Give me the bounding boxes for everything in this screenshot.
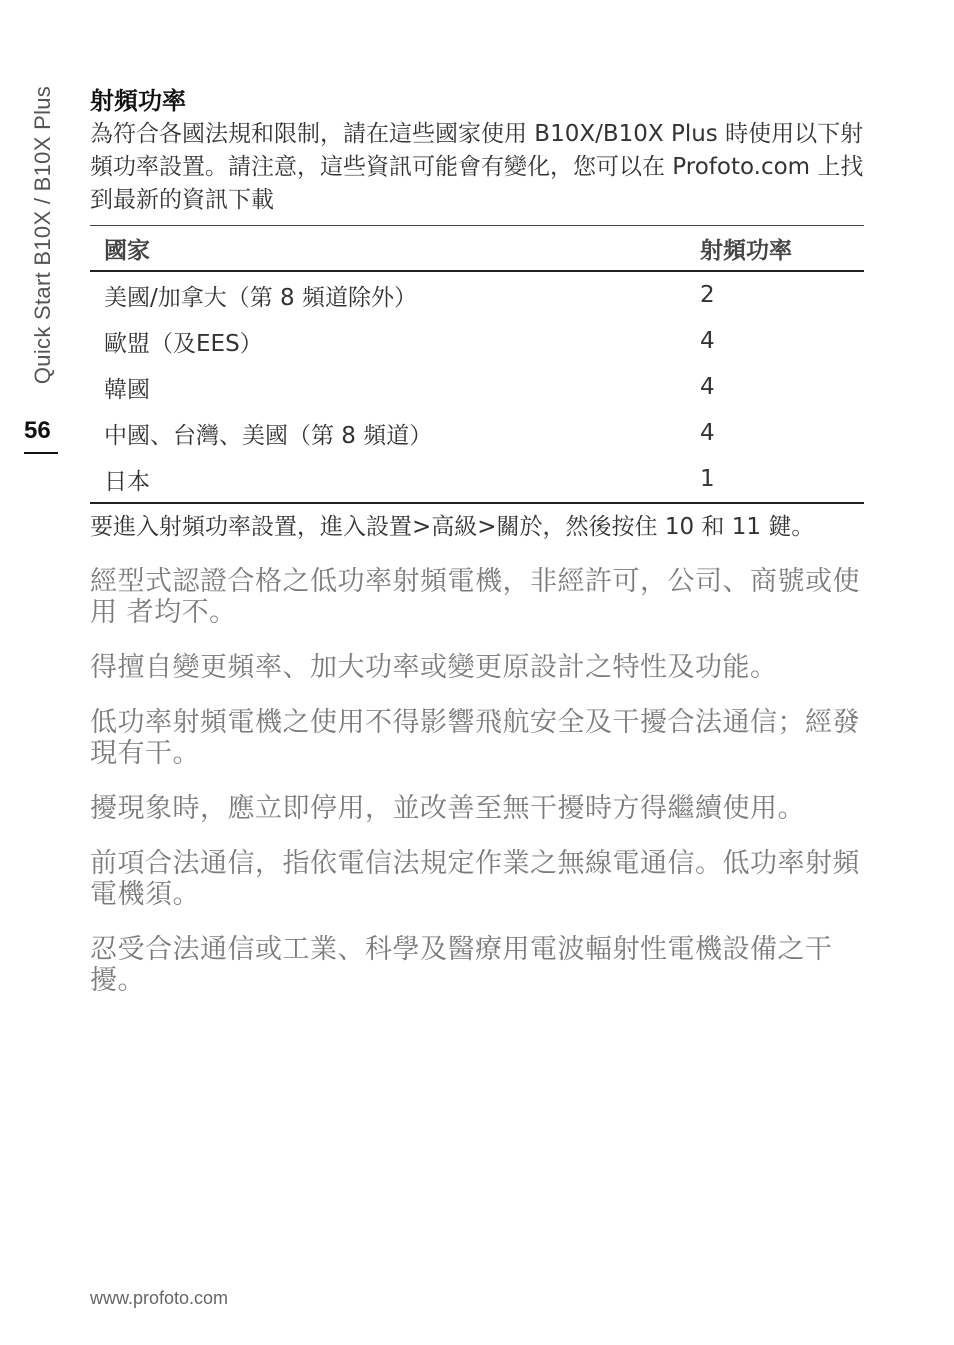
power-cell: 1 [700,456,864,503]
country-cell: 歐盟（及EES） [104,330,263,357]
footer-url: www.profoto.com [90,1288,229,1308]
table-row [90,364,864,410]
main-content [90,84,864,1020]
country-cell: 韓國 [104,376,150,403]
table-row [90,318,864,364]
page-number: 56 [24,417,51,444]
table-row [90,410,864,456]
table-header-row [90,226,864,272]
country-cell: 中國、台灣、美國（第 8 頻道） [104,422,433,449]
rf-power-table [90,225,864,504]
page-number-rule [24,452,58,454]
ncc-paragraph: 擾現象時，應立即停用，並改善至無干擾時方得繼續使用。 [90,793,805,824]
table-row [90,456,864,503]
intro-paragraph: 為符合各國法規和限制，請在這些國家使用 B10X/B10X Plus 時使用以下射頻功率設置。請注意，這些資訊可能會有變化，您可以在 Profoto.com 上找到最新的資訊下載 [90,121,864,213]
power-cell: 2 [700,282,715,308]
country-cell: 日本 [90,456,700,503]
ncc-paragraph: 得擅自變更頻率、加大功率或變更原設計之特性及功能。 [90,652,778,683]
sidebar [0,0,80,470]
settings-note: 要進入射頻功率設置，進入設置>高級>關於，然後按住 10 和 11 鍵。 [90,514,815,540]
ncc-paragraph: 前項合法通信，指依電信法規定作業之無線電通信。低功率射頻 電機須。 [90,848,860,910]
country-cell: 美國/加拿大（第 8 頻道除外） [104,284,418,311]
ncc-paragraph: 經型式認證合格之低功率射頻電機，非經許可，公司、商號或使用 者均不。 [90,566,860,628]
power-cell: 4 [700,328,715,354]
ncc-notice [90,566,864,996]
header-country: 國家 [90,226,700,272]
header-rf-power: 射頻功率 [700,226,864,272]
ncc-paragraph: 低功率射頻電機之使用不得影響飛航安全及干擾合法通信；經發 現有干。 [90,707,860,769]
ncc-paragraph: 忍受合法通信或工業、科學及醫療用電波輻射性電機設備之干擾。 [90,934,833,996]
power-cell: 4 [700,374,715,400]
manual-title: Quick Start B10X / B10X Plus [30,85,55,385]
table-row [90,271,864,318]
section-title: 射頻功率 [90,87,186,115]
power-cell: 4 [700,420,715,446]
